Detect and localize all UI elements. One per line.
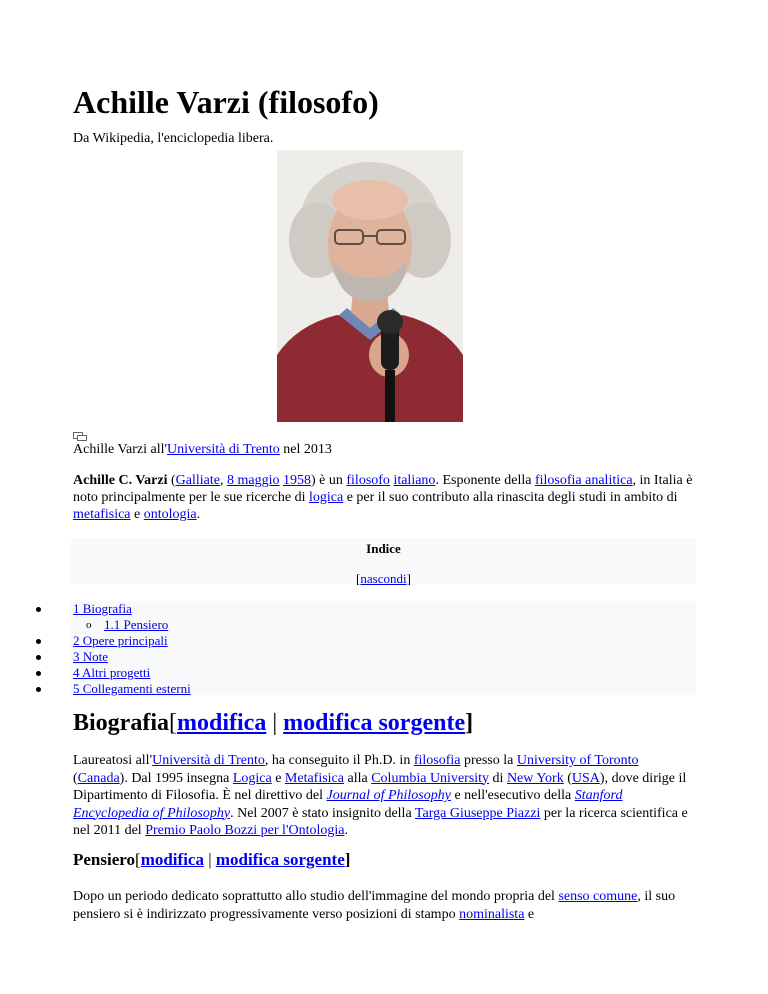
text: . Nel 2007 è stato insignito della	[230, 805, 415, 821]
link-logica[interactable]: logica	[308, 490, 344, 505]
link-filosofia[interactable]: filosofia	[413, 753, 461, 768]
text: presso la	[460, 753, 517, 768]
link-1958[interactable]: 1958	[282, 473, 311, 488]
portrait-illustration	[277, 150, 463, 422]
section-heading-pensiero	[73, 849, 350, 871]
link-filosofo[interactable]: filosofo	[346, 473, 390, 488]
separator: |	[266, 710, 284, 736]
text: alla	[344, 770, 372, 786]
edit-source-link[interactable]: modifica sorgente	[215, 850, 345, 869]
caption-text-end: nel 2013	[279, 442, 332, 457]
link-italiano[interactable]: italiano	[393, 473, 436, 488]
link-targa-piazzi[interactable]: Targa Giuseppe Piazzi	[414, 805, 541, 821]
edit-link[interactable]: modifica	[140, 850, 204, 869]
text: ,	[219, 473, 227, 488]
bracket: ]	[344, 850, 351, 869]
text: , in Italia è noto principalmente per le sue ricerche di	[73, 473, 693, 505]
toc-hide-link[interactable]: nascondi	[360, 571, 407, 586]
toc-item-pensiero[interactable]: 1.1 Pensiero	[104, 617, 169, 632]
text: ), dove dirige il Dipartimento di Filosofia. È nel direttivo del	[73, 770, 687, 803]
separator: |	[203, 850, 216, 869]
text: (	[167, 473, 176, 488]
link-canada[interactable]: Canada	[77, 770, 120, 786]
image-caption	[73, 441, 332, 458]
text: e	[524, 906, 535, 922]
list-circle-bullet: o	[86, 619, 92, 631]
bracket: ]	[465, 710, 474, 736]
list-bullet	[36, 671, 41, 676]
link-premio-bozzi[interactable]: Premio Paolo Bozzi per l'Ontologia	[145, 823, 345, 838]
edit-link[interactable]: modifica	[177, 710, 267, 736]
text: (	[563, 770, 572, 786]
lead-paragraph	[73, 472, 693, 523]
link-nominalista[interactable]: nominalista	[459, 906, 525, 922]
link-metafisica[interactable]: Metafisica	[284, 770, 344, 786]
link-metafisica[interactable]: metafisica	[73, 507, 131, 522]
bracket: [	[169, 710, 177, 736]
pensiero-paragraph	[73, 888, 693, 923]
link-8-maggio[interactable]: 8 maggio	[226, 473, 280, 488]
text: .	[344, 823, 348, 838]
text: . Esponente della	[435, 473, 535, 488]
caption-text: Achille Varzi all'	[73, 442, 168, 457]
section-heading-biografia	[73, 708, 473, 738]
bracket: [	[135, 850, 141, 869]
heading-text: Biografia	[73, 710, 169, 736]
toc-item-note[interactable]: 3 Note	[73, 649, 109, 664]
text: , il suo pensiero si è indirizzato progressivamente verso posizioni di stampo	[73, 889, 676, 922]
text: Laureatosi all'	[73, 753, 153, 768]
toc-item-biografia[interactable]: 1 Biografia	[73, 601, 132, 616]
text: e per il suo contributo alla rinascita degli studi in ambito di	[343, 490, 678, 505]
list-bullet	[36, 655, 41, 660]
link-logica[interactable]: Logica	[232, 770, 272, 786]
toc-title: Indice	[366, 541, 401, 556]
link-university-toronto[interactable]: University of Toronto	[516, 753, 639, 768]
text: ). Dal 1995 insegna	[119, 770, 233, 786]
text: di	[489, 770, 507, 786]
text: , ha conseguito il Ph.D. in	[264, 753, 414, 768]
toc-item-altri-progetti[interactable]: 4 Altri progetti	[73, 665, 151, 680]
link-stanford-encyclopedia[interactable]: Stanford Encyclopedia of Philosophy	[73, 788, 623, 821]
enlarge-icon[interactable]	[73, 432, 87, 441]
link-galliate[interactable]: Galliate	[175, 473, 220, 488]
link-universita-trento[interactable]: Università di Trento	[152, 753, 265, 768]
toc-toggle	[71, 570, 696, 587]
toc-item-opere[interactable]: 2 Opere principali	[73, 633, 168, 648]
text: e nell'esecutivo della	[450, 788, 575, 803]
bracket: ]	[406, 571, 411, 586]
toc-item-collegamenti[interactable]: 5 Collegamenti esterni	[73, 681, 191, 696]
subject-name: Achille C. Varzi	[73, 473, 168, 488]
link-ontologia[interactable]: ontologia	[143, 507, 197, 522]
link-senso-comune[interactable]: senso comune	[558, 889, 638, 904]
list-bullet	[36, 639, 41, 644]
link-columbia[interactable]: Columbia University	[371, 770, 490, 786]
link-new-york[interactable]: New York	[506, 770, 564, 786]
heading-text: Pensiero	[73, 850, 136, 869]
link-journal-of-philosophy[interactable]: Journal of Philosophy	[326, 788, 451, 803]
text: ) è un	[310, 473, 347, 488]
list-bullet	[36, 607, 41, 612]
text: .	[196, 507, 201, 522]
link-filosofia-analitica[interactable]: filosofia analitica	[534, 473, 633, 488]
page-title: Achille Varzi (filosofo)	[73, 84, 379, 120]
text: e	[130, 507, 144, 522]
text: e	[271, 770, 285, 786]
text: (	[73, 770, 78, 786]
edit-source-link[interactable]: modifica sorgente	[283, 710, 466, 736]
link-usa[interactable]: USA	[571, 770, 600, 786]
portrait-image[interactable]	[277, 150, 463, 422]
text: Dopo un periodo dedicato soprattutto allo studio dell'immagine del mondo propria del	[73, 889, 559, 904]
list-bullet	[36, 687, 41, 692]
site-tagline: Da Wikipedia, l'enciclopedia libera.	[73, 131, 274, 146]
text: per la ricerca scientifica e nel 2011 del	[73, 805, 688, 838]
biografia-paragraph	[73, 752, 693, 840]
bracket: [	[356, 571, 361, 586]
caption-link-trento[interactable]: Università di Trento	[167, 442, 280, 457]
